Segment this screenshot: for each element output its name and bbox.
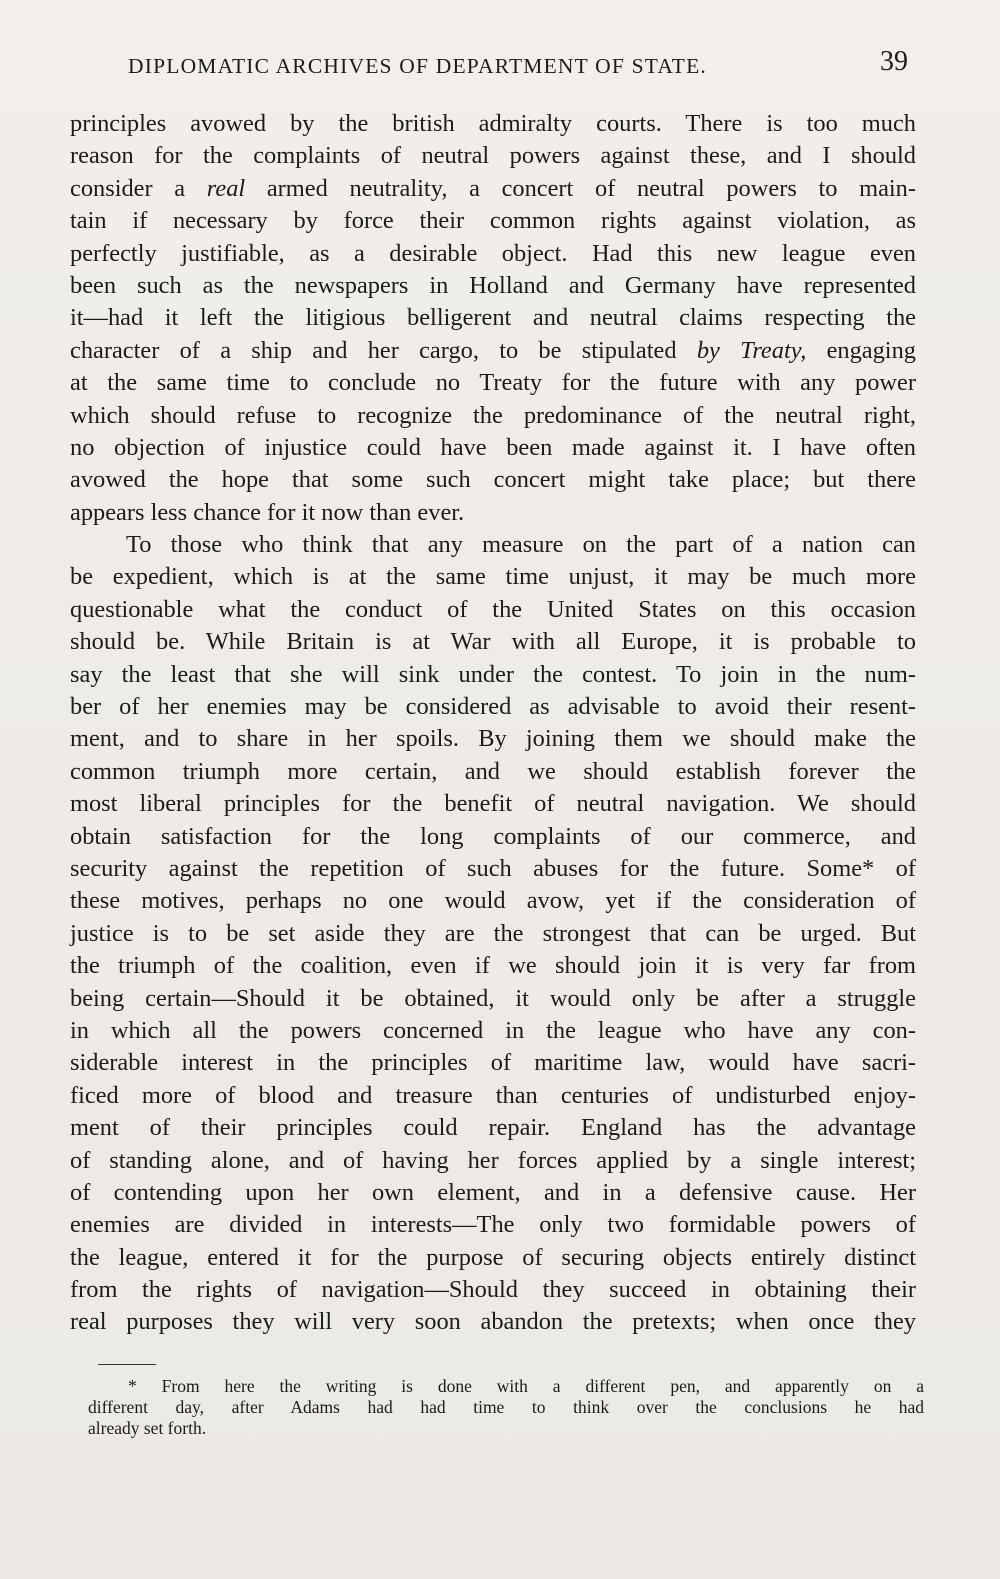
text-line: tain if necessary by force their common rights against violation, as (70, 207, 916, 235)
text-line: the triumph of the coalition, even if we should join it is very far from (70, 952, 916, 980)
text-line: perfectly justifiable, as a desirable object. Had this new league even (70, 239, 916, 267)
text-line: reason for the complaints of neutral powers against these, and I should (70, 142, 916, 170)
text-line: of contending upon her own element, and in a defensive cause. Her (70, 1178, 916, 1206)
text-line: most liberal principles for the benefit of neutral navigation. We should (70, 790, 916, 818)
text-line: should be. While Britain is at War with all Europe, it is probable to (70, 628, 916, 656)
text-line: ficed more of blood and treasure than centuries of undisturbed enjoy- (70, 1081, 916, 1109)
text-line: ment of their principles could repair. England has the advantage (70, 1114, 916, 1142)
text-line: being certain—Should it be obtained, it would only be after a struggle (70, 984, 916, 1012)
italic-phrase: by Treaty, (696, 336, 807, 364)
text-span: consider a (70, 174, 207, 202)
text-line: which should refuse to recognize the predominance of the neutral right, (70, 401, 916, 429)
text-line: these motives, perhaps no one would avow, yet if the consideration of (70, 887, 916, 915)
text-line: justice is to be set aside they are the strongest that can be urged. But (70, 919, 916, 947)
running-head (128, 46, 908, 86)
text-line: be expedient, which is at the same time unjust, it may be much more (70, 563, 916, 591)
text-line: in which all the powers concerned in the league who have any con- (70, 1016, 916, 1044)
footnote (88, 1376, 924, 1439)
italic-word: real (206, 174, 246, 202)
text-line (70, 335, 916, 367)
footnote-divider (98, 1364, 156, 1365)
page-number: 39 (880, 46, 908, 77)
running-title: DIPLOMATIC ARCHIVES OF DEPARTMENT OF STATE. (128, 54, 707, 78)
text-line: security against the repetition of such abuses for the future. Some* of (70, 854, 916, 882)
text-span: armed neutrality, a concert of neutral powers to main- (245, 174, 916, 202)
footnote-line: * From here the writing is done with a different pen, and apparently on a (128, 1376, 924, 1396)
text-line: say the least that she will sink under the contest. To join in the num- (70, 660, 916, 688)
footnote-line: already set forth. (88, 1418, 207, 1438)
text-span: engaging (806, 336, 916, 364)
text-line: no objection of injustice could have been made against it. I have often (70, 433, 916, 461)
text-line: avowed the hope that some such concert might take place; but there (70, 466, 916, 494)
body-text (70, 108, 916, 1339)
text-line: siderable interest in the principles of maritime law, would have sacri- (70, 1049, 916, 1077)
text-line: ment, and to share in her spoils. By joining them we should make the (70, 725, 916, 753)
text-line: real purposes they will very soon abandon the pretexts; when once they (70, 1308, 916, 1336)
text-line: from the rights of navigation—Should they succeed in obtaining their (70, 1276, 916, 1304)
text-line: questionable what the conduct of the United States on this occasion (70, 595, 916, 623)
text-line: enemies are divided in interests—The only two formidable powers of (70, 1211, 916, 1239)
text-line: common triumph more certain, and we should establish forever the (70, 757, 916, 785)
text-line: it—had it left the litigious belligerent and neutral claims respecting the (70, 304, 916, 332)
text-line (70, 173, 916, 205)
text-line: principles avowed by the british admiralty courts. There is too much (70, 110, 916, 137)
text-line: obtain satisfaction for the long complaints of our commerce, and (70, 822, 916, 850)
text-line: the league, entered it for the purpose of securing objects entirely distinct (70, 1243, 916, 1271)
text-line: of standing alone, and of having her forces applied by a single interest; (70, 1146, 916, 1174)
text-span: character of a ship and her cargo, to be stipulated (70, 336, 697, 364)
text-line: at the same time to conclude no Treaty for the future with any power (70, 369, 916, 397)
footnote-line: different day, after Adams had had time to think over the conclusions he had (88, 1397, 924, 1417)
paragraph-first-line: To those who think that any measure on the part of a nation can (126, 531, 916, 559)
text-line: ber of her enemies may be considered as advisable to avoid their resent- (70, 693, 916, 721)
text-line: been such as the newspapers in Holland and Germany have represented (70, 271, 916, 299)
text-line: appears less chance for it now than ever. (70, 498, 465, 526)
